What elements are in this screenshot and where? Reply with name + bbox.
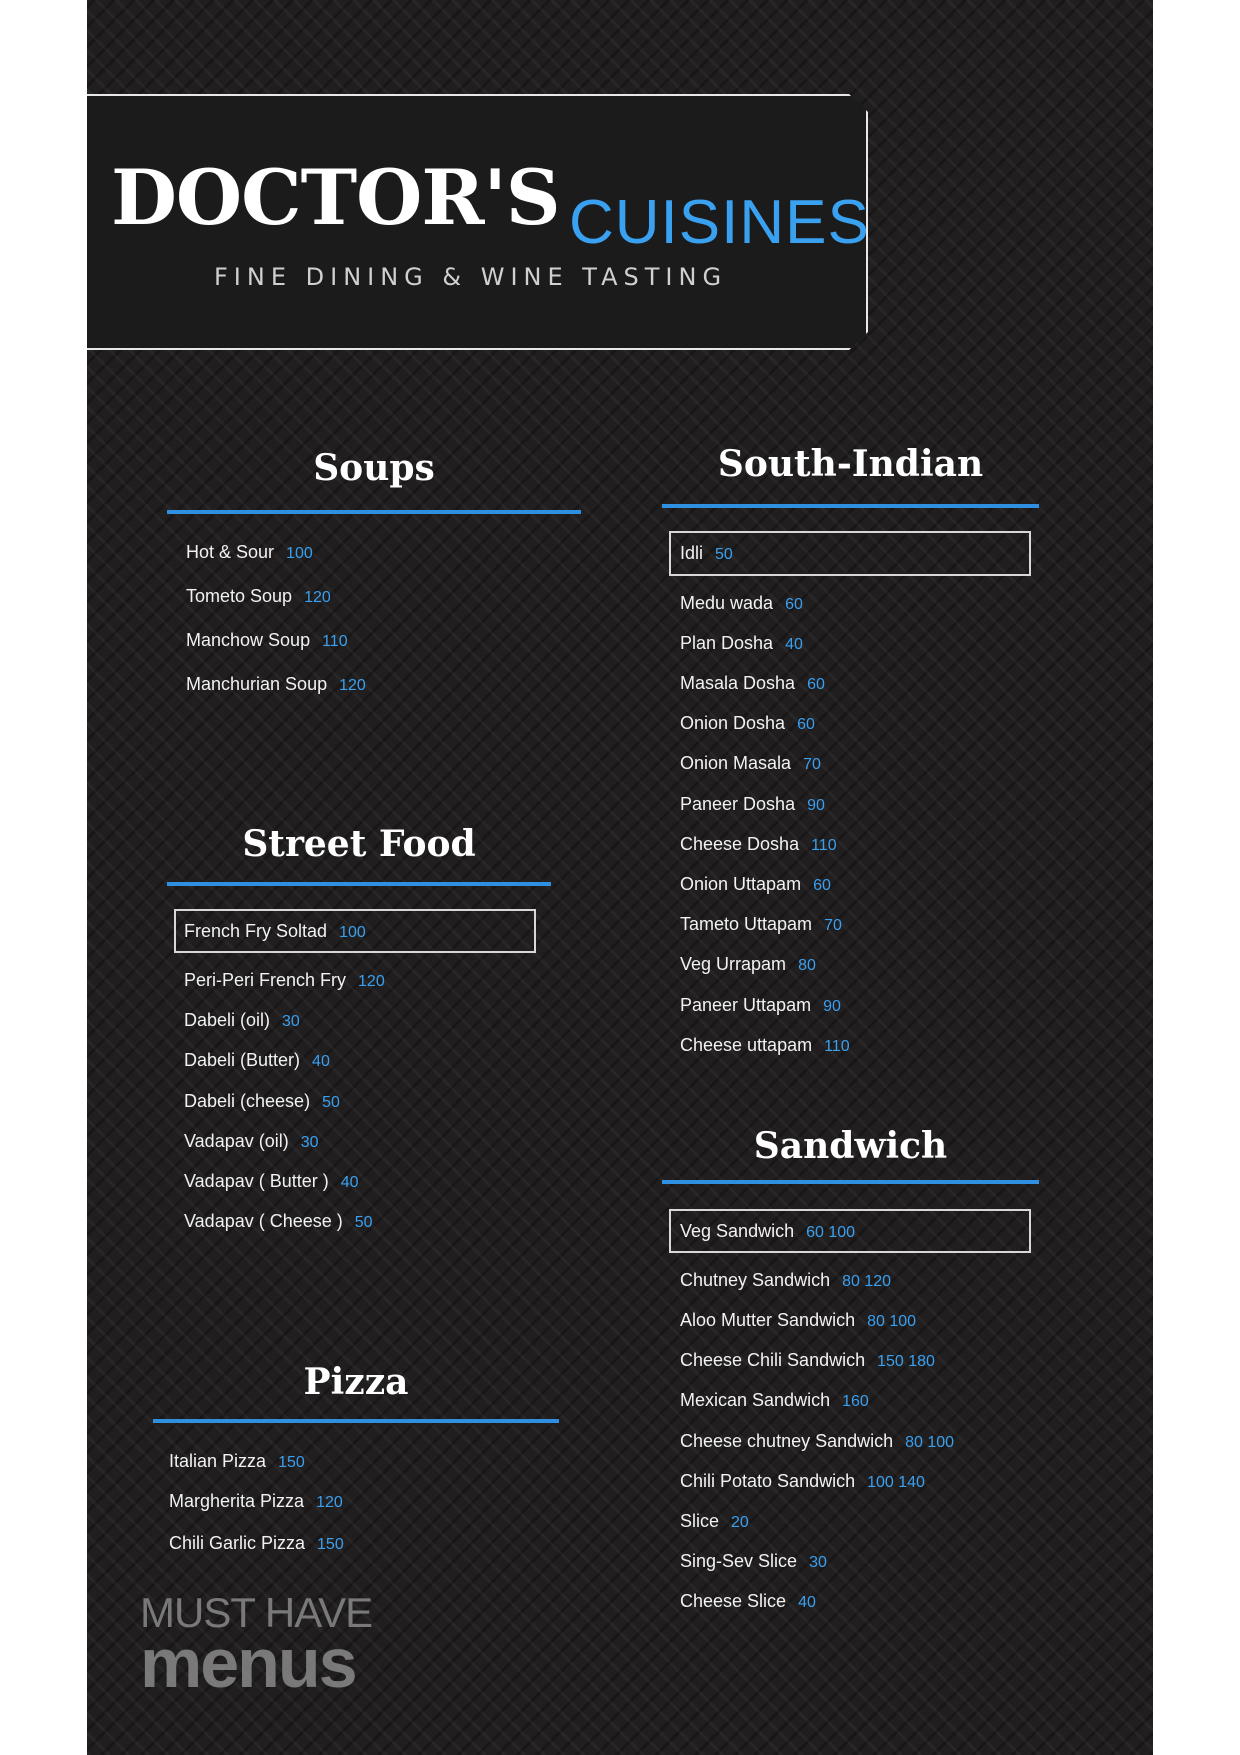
list-item: Vadapav ( Butter ) 40: [184, 1171, 359, 1191]
list-item: Masala Dosha 60: [680, 673, 825, 693]
list-item: Aloo Mutter Sandwich 80 100: [680, 1310, 917, 1330]
list-item: Tameto Uttapam 70: [680, 914, 842, 934]
section-title-sandwich: Sandwich: [753, 1125, 948, 1167]
list-item: Manchurian Soup 120: [186, 674, 366, 694]
list-item: Hot & Sour 100: [186, 542, 313, 562]
list-item: Vadapav ( Cheese ) 50: [184, 1211, 373, 1231]
list-item: Onion Uttapam 60: [680, 874, 831, 894]
list-item: Tometo Soup 120: [186, 586, 331, 606]
list-item: Chili Garlic Pizza 150: [169, 1533, 344, 1553]
list-item: Cheese chutney Sandwich 80 100: [680, 1431, 955, 1451]
list-item: Veg Urrapam 80: [680, 954, 816, 974]
menu-page: [87, 0, 1153, 1755]
list-item: Veg Sandwich 60 100: [680, 1221, 856, 1241]
list-item: Onion Masala 70: [680, 753, 821, 773]
list-item: Manchow Soup 110: [186, 630, 348, 650]
list-item: Cheese uttapam 110: [680, 1035, 850, 1055]
list-item: Medu wada 60: [680, 593, 803, 613]
section-title-pizza: Pizza: [303, 1361, 409, 1403]
section-rule-south-indian: [662, 504, 1039, 508]
watermark-bottom: menus: [140, 1624, 356, 1702]
brand-accent: CUISINES: [569, 188, 870, 257]
section-title-soups: Soups: [313, 447, 435, 489]
section-rule-pizza: [153, 1419, 559, 1423]
watermark-logo: [140, 1589, 373, 1702]
list-item: Dabeli (oil) 30: [184, 1010, 300, 1030]
list-item: Chili Potato Sandwich 100 140: [680, 1471, 925, 1491]
list-item: Cheese Slice 40: [680, 1591, 816, 1611]
section-title-south-indian: South-Indian: [717, 443, 984, 485]
list-item: Plan Dosha 40: [680, 633, 803, 653]
list-item: Cheese Dosha 110: [680, 834, 837, 854]
watermark-top: MUST HAVE: [140, 1589, 373, 1636]
list-item: Mexican Sandwich 160: [680, 1390, 869, 1410]
list-item: Slice 20: [680, 1511, 749, 1531]
list-item: Peri-Peri French Fry 120: [184, 970, 385, 990]
list-item: Paneer Uttapam 90: [680, 995, 841, 1015]
brand-name: DOCTOR'S: [111, 153, 560, 242]
list-item: Dabeli (Butter) 40: [184, 1050, 330, 1070]
list-item: Cheese Chili Sandwich 150 180: [680, 1350, 935, 1370]
section-title-street-food: Street Food: [242, 823, 476, 865]
list-item: Italian Pizza 150: [169, 1451, 305, 1471]
section-rule-sandwich: [662, 1180, 1039, 1184]
section-rule-soups: [167, 510, 581, 514]
list-item: Chutney Sandwich 80 120: [680, 1270, 892, 1290]
list-item: Dabeli (cheese) 50: [184, 1091, 340, 1111]
tagline: FINE DINING & WINE TASTING: [214, 263, 728, 291]
list-item: French Fry Soltad 100: [184, 921, 366, 941]
list-item: Idli 50: [680, 543, 733, 563]
section-rule-street-food: [167, 882, 551, 886]
list-item: Margherita Pizza 120: [169, 1491, 343, 1511]
list-item: Onion Dosha 60: [680, 713, 815, 733]
list-item: Sing-Sev Slice 30: [680, 1551, 827, 1571]
list-item: Paneer Dosha 90: [680, 794, 825, 814]
list-item: Vadapav (oil) 30: [184, 1131, 319, 1151]
